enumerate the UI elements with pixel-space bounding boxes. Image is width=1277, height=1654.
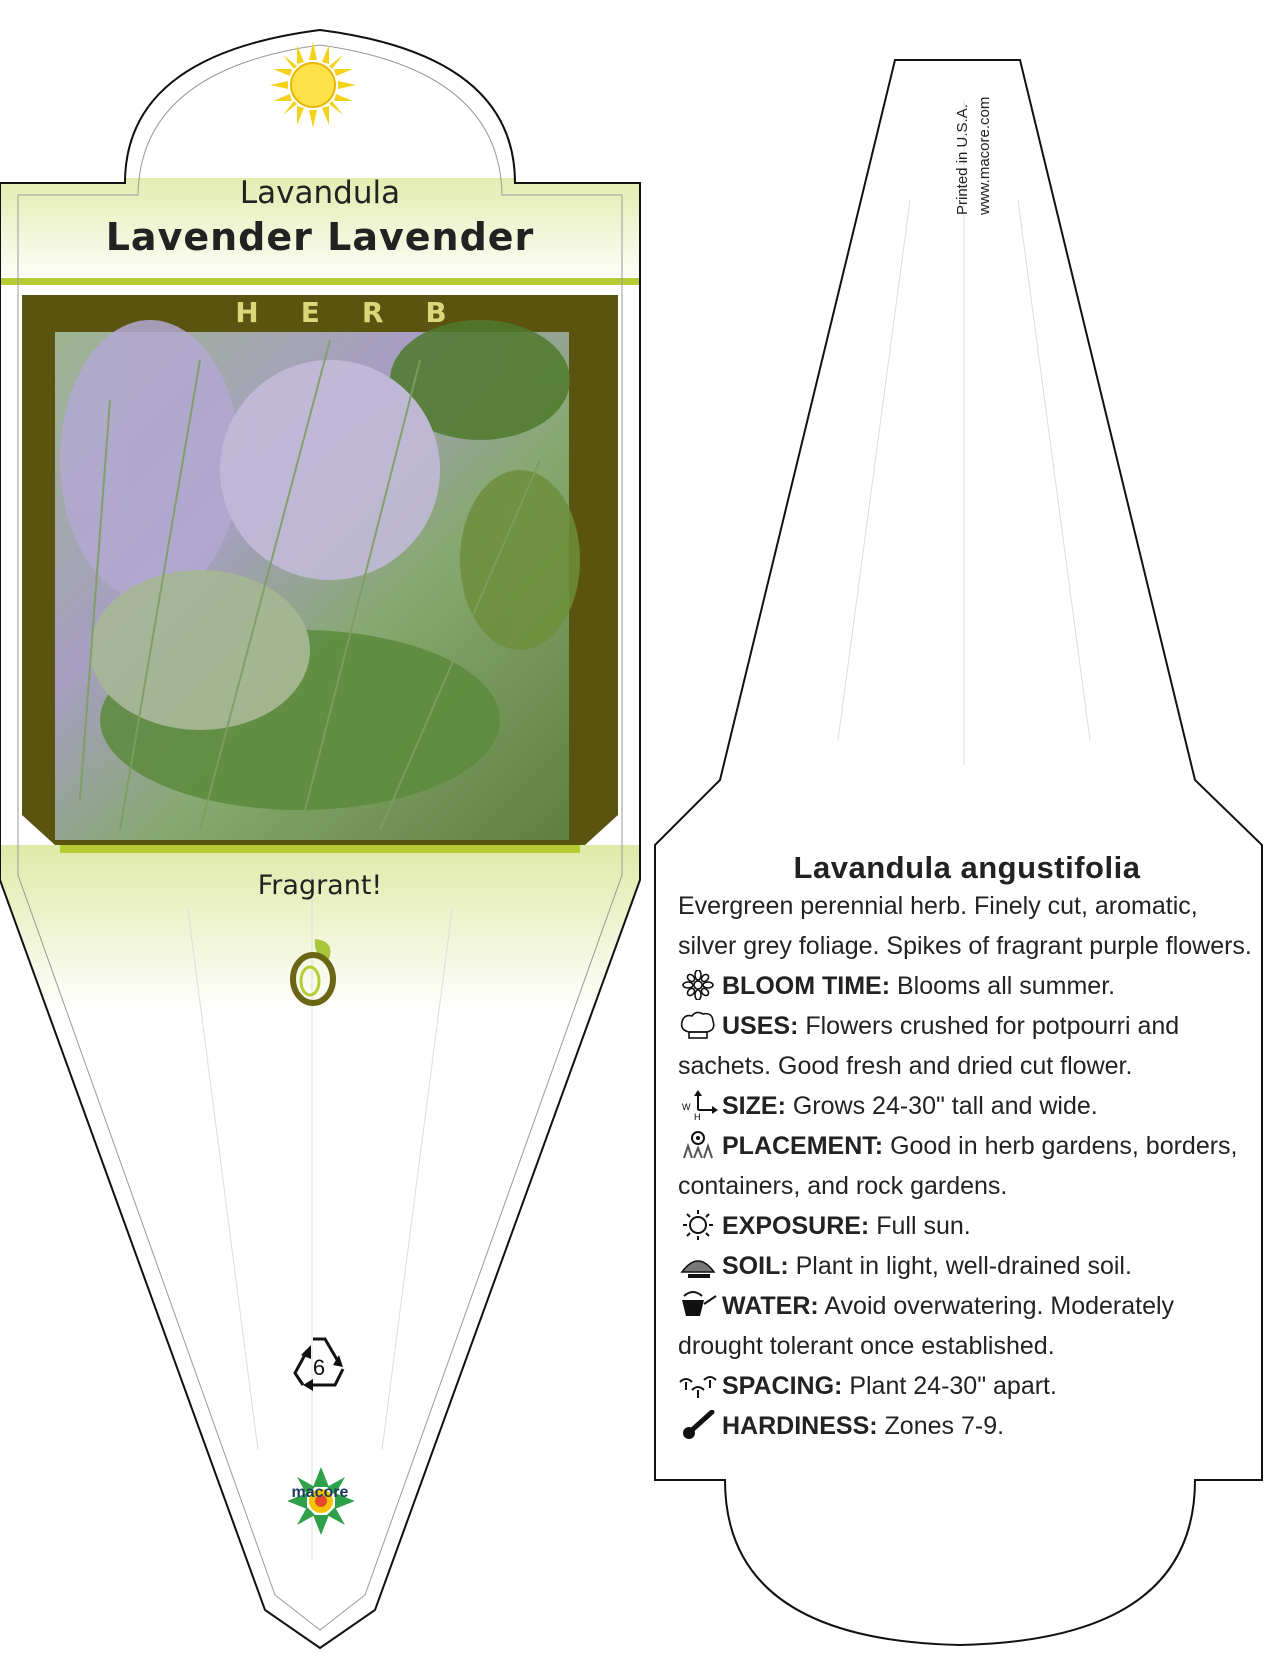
plant-common-name: Lavender Lavender [105,215,535,259]
watering-can-icon [678,1290,718,1320]
brand-name: macore [291,1484,349,1501]
water-text: Avoid overwatering. Moderately drought tolerant once established. [678,1292,1175,1360]
soil-label: SOIL: [722,1252,789,1280]
size-text: Grows 24-30" tall and wide. [792,1092,1098,1120]
spacing-row [678,1366,1256,1406]
flower-icon [678,970,718,1000]
recycle-number: 6 [312,1355,326,1380]
plant-info [678,848,1256,1446]
size-row [678,1086,1256,1126]
hardiness-text: Zones 7-9. [884,1412,1005,1440]
svg-text:H: H [694,1112,701,1120]
sun-icon [270,42,356,128]
scientific-name: Lavandula angustifolia [793,850,1141,885]
spacing-label: SPACING: [722,1372,843,1400]
spacing-icon [678,1370,718,1400]
exposure-text: Full sun. [876,1212,971,1240]
uses-text: Flowers crushed for potpourri and sachets. Good fresh and dried cut flower. [678,1012,1180,1080]
seed-icon [283,935,343,1007]
tagline: Fragrant! [257,870,383,901]
placement-row [678,1126,1256,1206]
thermometer-icon [678,1410,718,1440]
placement-text: Good in herb gardens, borders, containers, and rock gardens. [678,1132,1238,1200]
uses-row [678,1006,1256,1086]
size-label: SIZE: [722,1092,786,1120]
soil-row [678,1246,1256,1286]
recycle-icon [287,1333,351,1393]
chef-hat-icon [678,1010,718,1040]
bloom-time-text: Blooms all summer. [896,972,1116,1000]
exposure-row [678,1206,1256,1246]
spacing-text: Plant 24-30" apart. [849,1372,1057,1400]
hardiness-row [678,1406,1256,1446]
placement-icon [678,1130,718,1160]
printed-in: Printed in U.S.A. [954,104,971,215]
placement-label: PLACEMENT: [722,1132,884,1160]
soil-text: Plant in light, well-drained soil. [795,1252,1132,1280]
water-row [678,1286,1256,1366]
website: www.macore.com [976,96,993,215]
svg-text:W: W [682,1102,691,1112]
hardiness-label: HARDINESS: [722,1412,878,1440]
printer-info [954,55,999,215]
water-label: WATER: [722,1292,819,1320]
size-icon [678,1090,718,1120]
soil-icon [678,1250,718,1280]
sun-outline-icon [678,1210,718,1240]
uses-label: USES: [722,1012,799,1040]
bloom-time-label: BLOOM TIME: [722,972,891,1000]
category-label: HERB [235,296,489,329]
exposure-label: EXPOSURE: [722,1212,870,1240]
description: Evergreen perennial herb. Finely cut, aromatic, silver grey foliage. Spikes of fragrant purple flowers. [678,892,1252,960]
bloom-time-row [678,966,1256,1006]
genus-name: Lavandula [239,175,401,211]
